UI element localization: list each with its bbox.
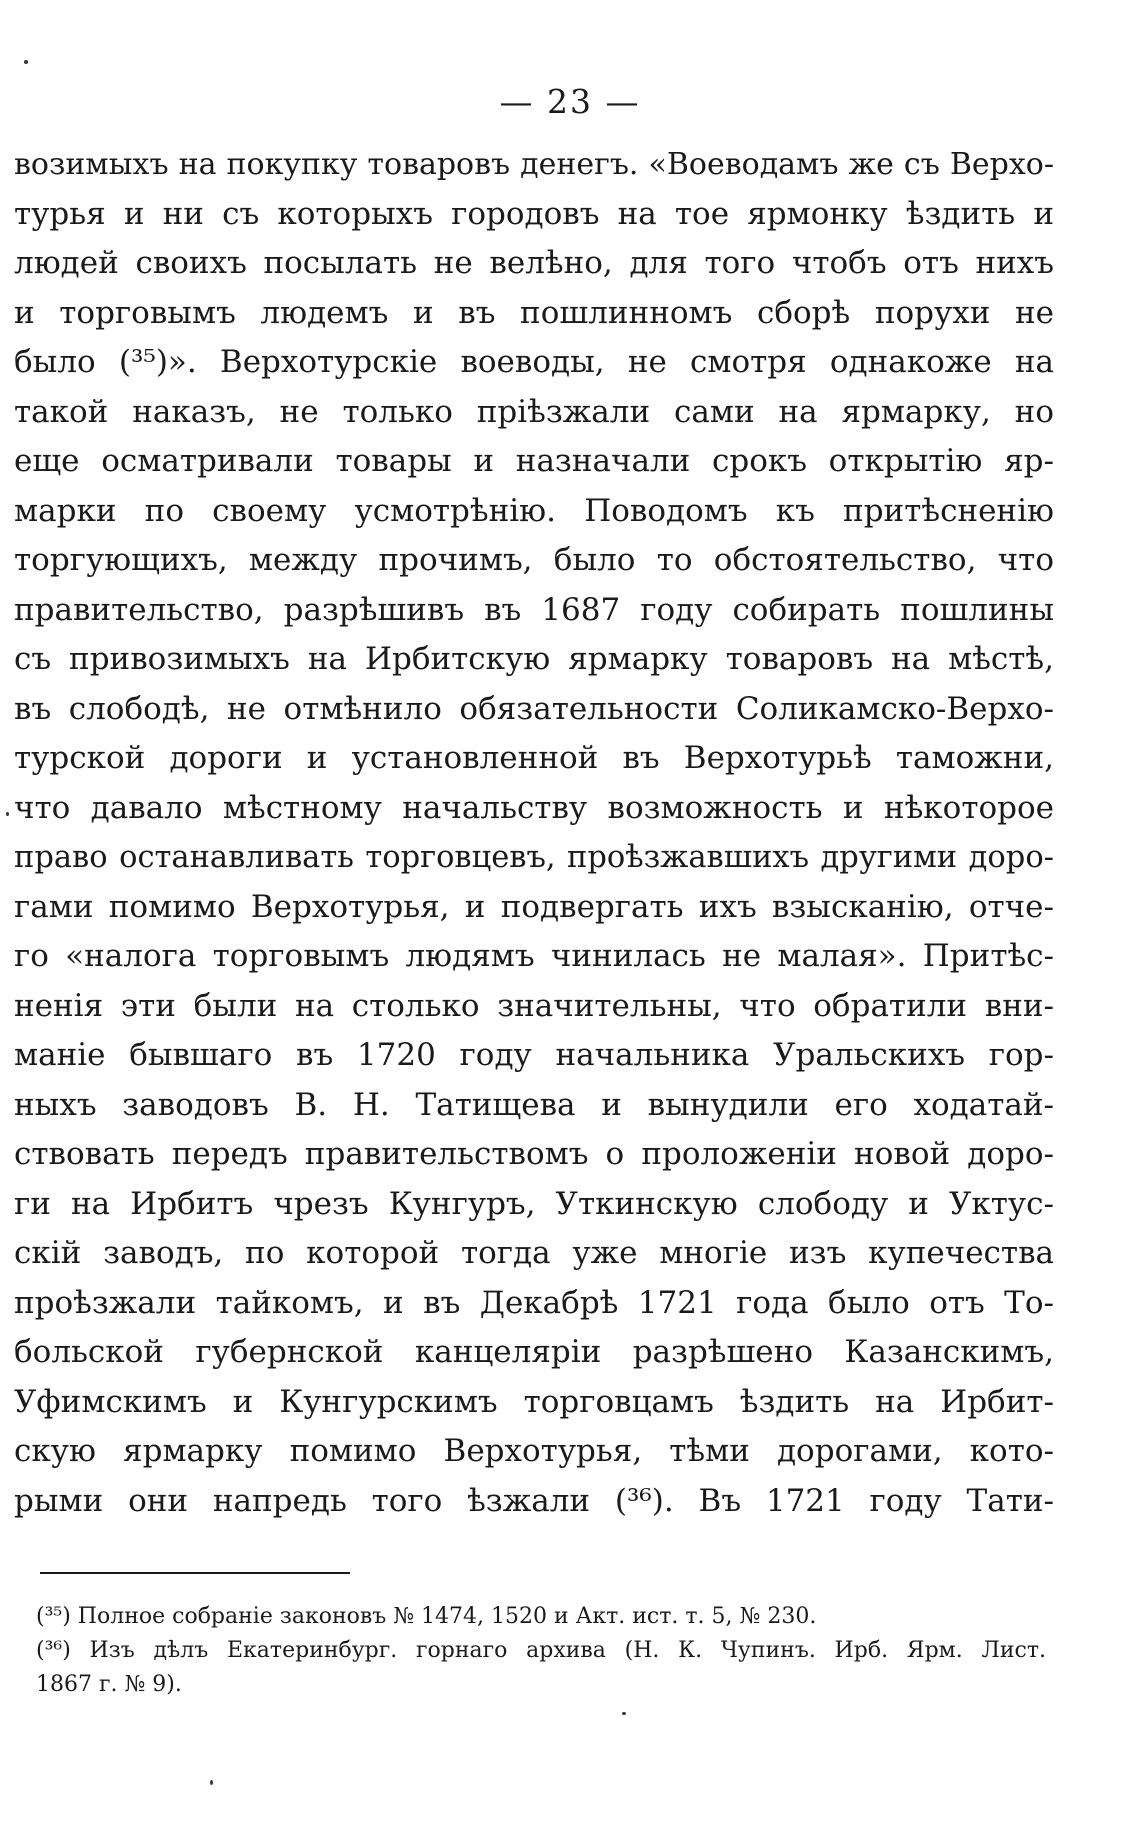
footnote-36: (³⁶) Изъ дѣлъ Екатеринбург. горнаго архива (Н. К. Чупинъ. Ирб. Ярм. Лист. xyxy=(36,1638,1046,1663)
text-line: ствовать передъ правительствомъ о проложеніи новой доро- xyxy=(14,1136,1054,1172)
text-line: скій заводъ, по которой тогда уже многіе изъ купечества xyxy=(14,1235,1054,1271)
text-line: ненія эти были на столько значительны, что обратили вни- xyxy=(14,987,1054,1024)
text-line: такой наказъ, не только пріѣзжали сами на ярмарку, но xyxy=(14,393,1054,430)
main-text xyxy=(14,140,1054,1526)
text-line: правительство, разрѣшивъ въ 1687 году собирать пошлины xyxy=(14,591,1054,628)
text-line: возимыхъ на покупку товаровъ денегъ. «Воеводамъ же съ Верхо- xyxy=(14,147,1054,182)
text-line: скую ярмарку помимо Верхотурья, тѣми дорогами, кото- xyxy=(14,1433,1054,1469)
footnote-divider xyxy=(40,1572,350,1574)
text-line: и торговымъ людемъ и въ пошлинномъ сборѣ порухи не xyxy=(14,294,1054,331)
text-line: что давало мѣстному начальству возможность и нѣкоторое xyxy=(14,789,1054,826)
print-speck xyxy=(6,812,9,816)
text-line: маніе бывшаго въ 1720 году начальника Уральскихъ гор- xyxy=(14,1037,1054,1073)
text-line: ныхъ заводовъ В. Н. Татищева и вынудили его ходатай- xyxy=(14,1086,1054,1123)
text-line: марки по своему усмотрѣнію. Поводомъ къ притѣсненію xyxy=(14,492,1054,529)
text-line: въ слободѣ, не отмѣнило обязательности Соликамско-Верхо- xyxy=(14,690,1054,727)
text-line: ги на Ирбитъ чрезъ Кунгуръ, Уткинскую слободу и Уктус- xyxy=(14,1185,1054,1222)
text-line: торгующихъ, между прочимъ, было то обстоятельство, что xyxy=(14,542,1054,578)
text-line: рыми они напредь того ѣзжали (³⁶). Въ 1721 году Тати- xyxy=(14,1482,1054,1519)
print-speck xyxy=(210,1780,213,1785)
text-line: го «налога торговымъ людямъ чинилась не малая». Притѣс- xyxy=(14,938,1054,974)
print-speck xyxy=(24,60,28,64)
print-speck xyxy=(622,1712,626,1715)
footnote-35: (³⁵) Полное собраніе законовъ № 1474, 1520 и Акт. ист. т. 5, № 230. xyxy=(36,1604,817,1629)
text-line: еще осматривали товары и назначали срокъ открытію яр- xyxy=(14,443,1054,479)
page-number: — 23 — xyxy=(499,82,641,121)
text-line: гами помимо Верхотурья, и подвергать ихъ взысканію, отче- xyxy=(14,888,1054,925)
text-line: Уфимскимъ и Кунгурскимъ торговцамъ ѣздить на Ирбит- xyxy=(14,1383,1054,1420)
text-line: турской дороги и установленной въ Верхотурьѣ таможни, xyxy=(14,740,1054,776)
text-line: больской губернской канцеляріи разрѣшено Казанскимъ, xyxy=(14,1334,1054,1370)
footnote-36-continued: 1867 г. № 9). xyxy=(36,1672,182,1697)
text-line: съ привозимыхъ на Ирбитскую ярмарку товаровъ на мѣстѣ, xyxy=(14,641,1054,677)
text-line: право останавливать торговцевъ, проѣзжавшихъ другими доро- xyxy=(14,840,1054,875)
text-line: людей своихъ посылать не велѣно, для того чтобъ отъ нихъ xyxy=(14,245,1054,281)
text-line: проѣзжали тайкомъ, и въ Декабрѣ 1721 года было отъ То- xyxy=(14,1284,1054,1321)
footnotes xyxy=(36,1600,1046,1702)
text-line: турья и ни съ которыхъ городовъ на тое ярмонку ѣздить и xyxy=(14,195,1054,232)
text-line: было (³⁵)». Верхотурскіе воеводы, не смотря однакоже на xyxy=(14,344,1054,380)
